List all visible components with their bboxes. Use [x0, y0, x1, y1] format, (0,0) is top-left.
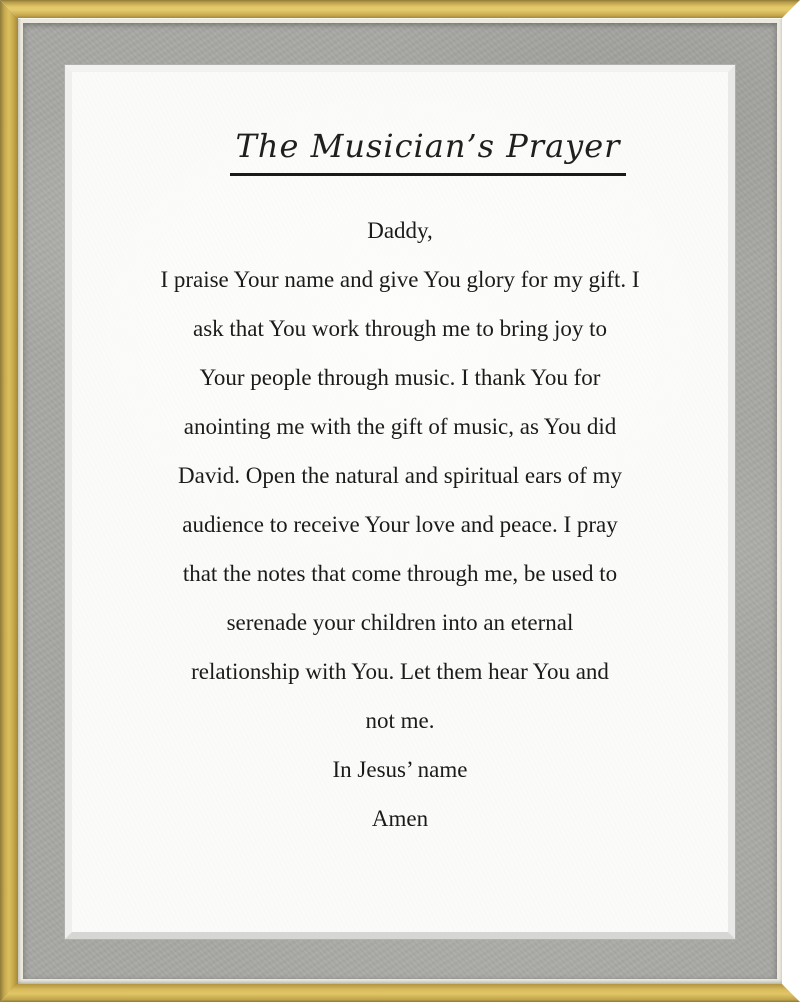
- prayer-title: The Musician’s Prayer: [230, 124, 627, 176]
- prayer-line: serenade your children into an eternal: [226, 610, 574, 635]
- prayer-body: [72, 206, 728, 843]
- gold-frame-bottom: [0, 984, 800, 1002]
- prayer-line: In Jesus’ name: [332, 757, 468, 782]
- paper-sheet: [65, 65, 735, 939]
- prayer-line: that the notes that come through me, be used to: [182, 561, 618, 586]
- prayer-line: Your people through music. I thank You for: [199, 365, 601, 390]
- prayer-line: ask that You work through me to bring joy to: [193, 316, 607, 341]
- gold-frame-right: [782, 0, 800, 1002]
- prayer-line: anointing me with the gift of music, as You did: [183, 414, 617, 439]
- prayer-line: audience to receive Your love and peace. I pray: [182, 512, 618, 537]
- prayer-line: David. Open the natural and spiritual ears of my: [178, 463, 622, 488]
- prayer-line: I praise Your name and give You glory for my gift. I: [160, 267, 640, 292]
- prayer-line: not me.: [365, 708, 435, 733]
- title-row: [72, 72, 728, 192]
- prayer-line: Amen: [371, 806, 429, 831]
- prayer-line: Daddy,: [367, 218, 433, 243]
- prayer-line: relationship with You. Let them hear You and: [191, 659, 609, 684]
- gold-frame-top: [0, 0, 800, 18]
- prayer-text-block: [72, 72, 728, 932]
- gold-frame-left: [0, 0, 18, 1002]
